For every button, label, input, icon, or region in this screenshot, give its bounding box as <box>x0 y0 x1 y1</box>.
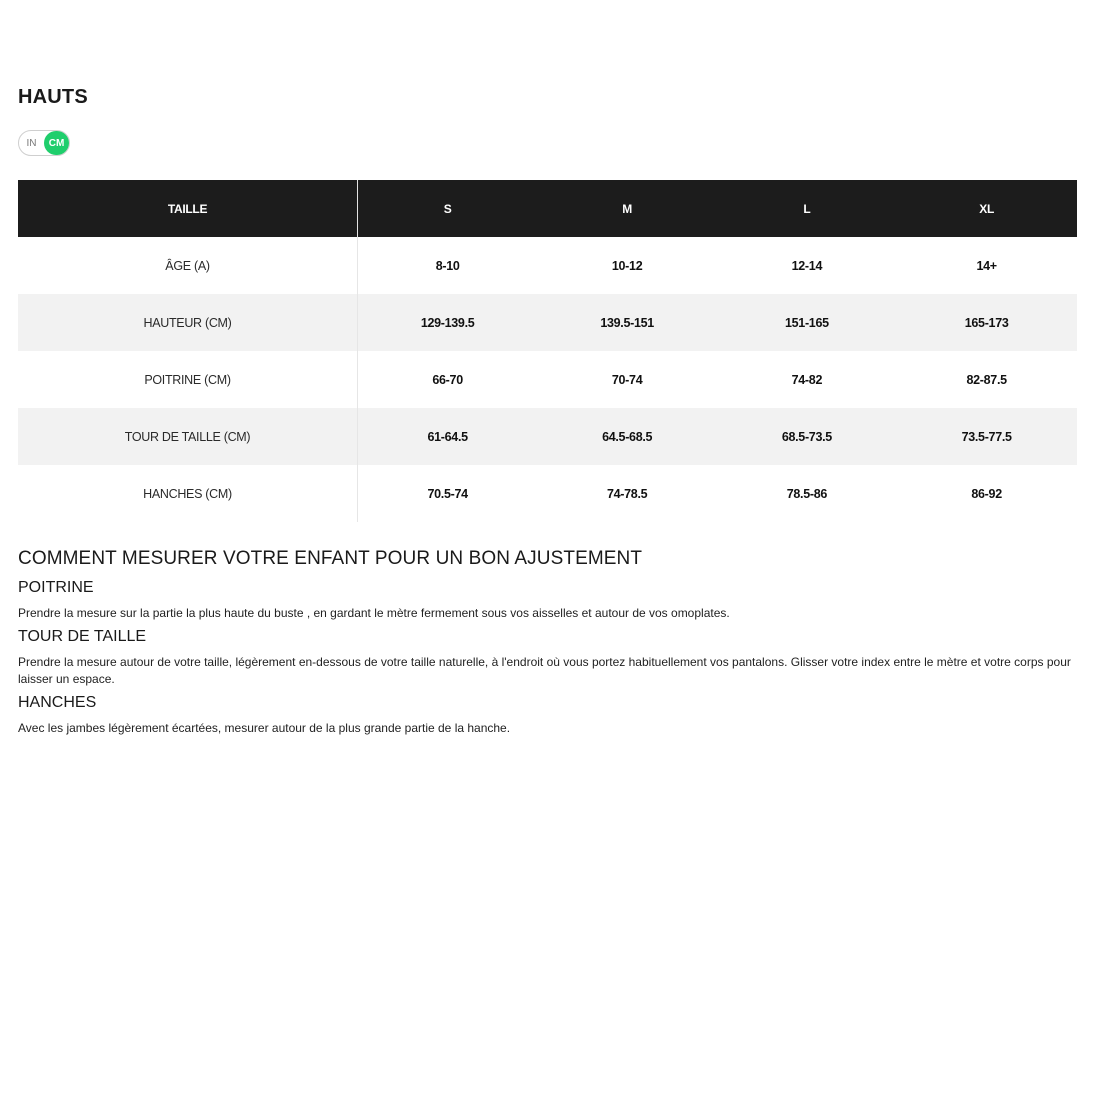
table-cell: 70.5-74 <box>427 486 468 501</box>
table-row-age <box>18 237 1077 294</box>
header-taille: TAILLE <box>18 180 358 237</box>
table-cell: 14+ <box>976 258 997 273</box>
guide-heading-poitrine: POITRINE <box>18 579 94 596</box>
guide-text-hanches: Avec les jambes légèrement écartées, mesurer autour de la plus grande partie de la hanche. <box>18 721 511 735</box>
table-cell: 73.5-77.5 <box>897 408 1077 465</box>
table-cell: 82-87.5 <box>966 372 1007 387</box>
table-cell: 139.5-151 <box>537 294 717 351</box>
table-cell: 8-10 <box>435 258 460 273</box>
table-cell: 78.5-86 <box>786 486 828 501</box>
unit-option-in[interactable]: IN <box>26 137 37 149</box>
table-cell: 64.5-68.5 <box>537 408 717 465</box>
table-cell: 12-14 <box>791 258 823 273</box>
table-cell: 86-92 <box>971 486 1002 501</box>
table-row-hanches <box>18 465 1077 522</box>
page-title: HAUTS <box>18 86 88 108</box>
unit-option-cm[interactable]: CM <box>44 131 69 155</box>
table-header-row <box>18 180 1077 237</box>
row-label: TOUR DE TAILLE (CM) <box>18 408 358 465</box>
row-label: HANCHES (CM) <box>18 465 358 522</box>
table-cell: 10-12 <box>611 258 643 273</box>
table-cell: 68.5-73.5 <box>717 408 897 465</box>
size-chart-table <box>18 180 1077 522</box>
unit-toggle[interactable] <box>18 130 70 156</box>
header-size-xl: XL <box>897 180 1077 237</box>
row-label: ÂGE (A) <box>18 237 358 294</box>
guide-heading-hanches: HANCHES <box>18 694 97 711</box>
header-size-l: L <box>717 180 897 237</box>
table-cell: 70-74 <box>611 372 643 387</box>
row-label: POITRINE (CM) <box>18 351 358 408</box>
table-row-poitrine <box>18 351 1077 408</box>
table-cell: 74-78.5 <box>606 486 648 501</box>
table-cell: 151-165 <box>717 294 897 351</box>
guide-text-poitrine: Prendre la mesure sur la partie la plus haute du buste , en gardant le mètre fermement sous vos aisselles et autour de vos omoplates. <box>18 606 730 620</box>
measurement-guide <box>18 548 1078 743</box>
table-cell: 165-173 <box>897 294 1077 351</box>
table-cell: 129-139.5 <box>358 294 538 351</box>
table-cell: 74-82 <box>791 372 823 387</box>
header-size-s: S <box>358 180 538 237</box>
table-row-hauteur <box>18 294 1077 351</box>
table-cell: 66-70 <box>432 372 463 387</box>
table-row-tour-de-taille <box>18 408 1077 465</box>
guide-title: COMMENT MESURER VOTRE ENFANT POUR UN BON AJUSTEMENT <box>18 548 643 569</box>
guide-heading-tour-de-taille: TOUR DE TAILLE <box>18 628 147 645</box>
header-size-m: M <box>537 180 717 237</box>
guide-text-tour-de-taille: Prendre la mesure autour de votre taille, légèrement en-dessous de votre taille naturelle, à l'endroit où vous portez habituellement vos pantalons. Glisser votre index entre le mètre et votre corps pour laisser un espace. <box>18 655 1071 686</box>
table-cell: 61-64.5 <box>358 408 538 465</box>
row-label: HAUTEUR (CM) <box>18 294 358 351</box>
